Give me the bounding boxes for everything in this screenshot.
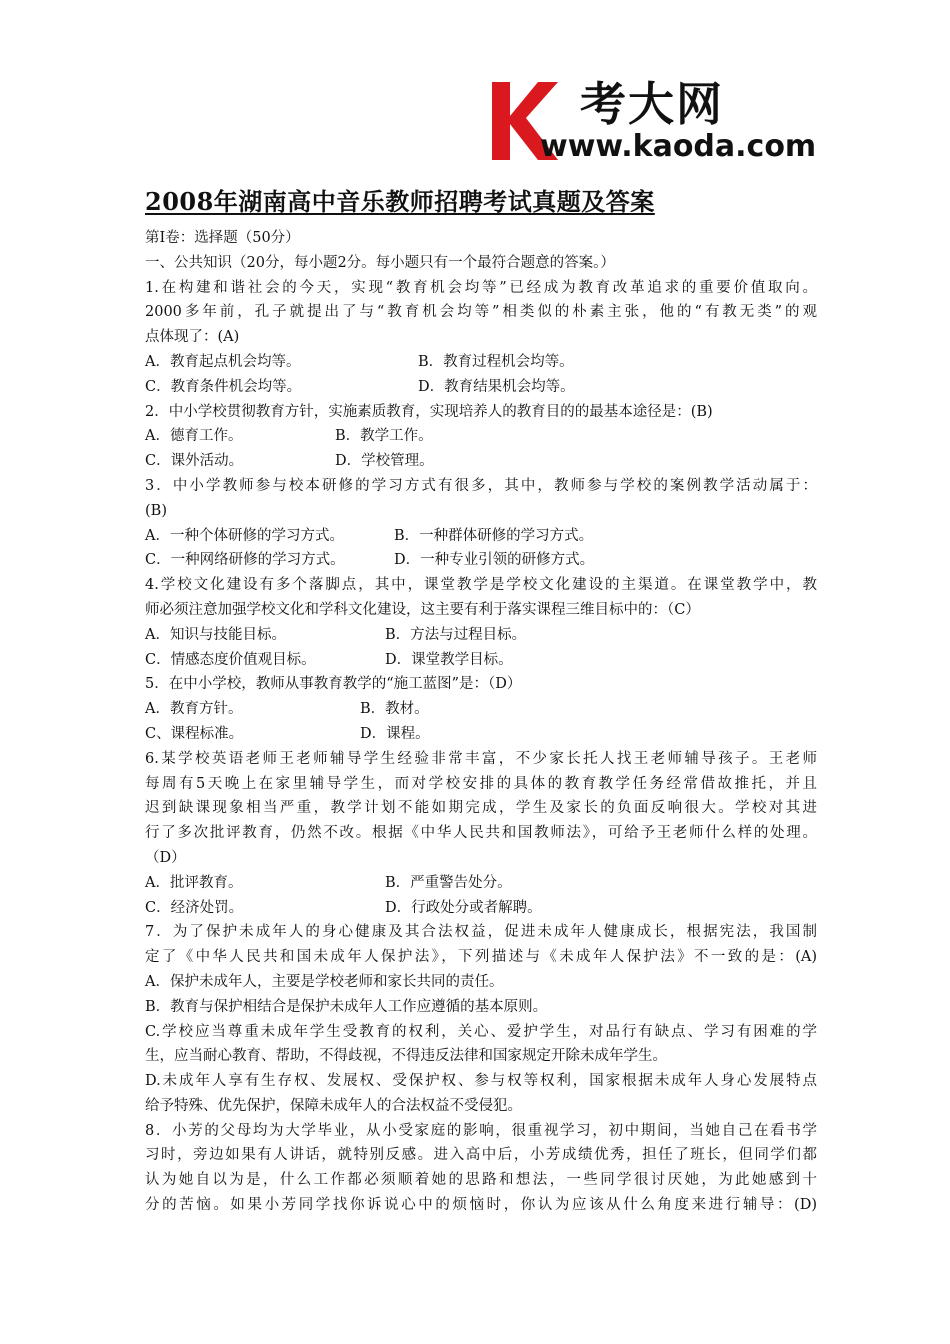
kaoda-logo	[488, 78, 818, 166]
option-b: B．教育过程机会均等。	[418, 353, 574, 370]
question-8-line-1: 8．小芳的父母均为大学毕业，从小受家庭的影响，很重视学习，初中期间，当她自己在看书学	[145, 1122, 817, 1139]
question-2-options-ab	[145, 424, 817, 449]
question-7-option-c-line-2: 生，应当耐心教育、帮助，不得歧视，不得违反法律和国家规定开除未成年学生。	[145, 1048, 667, 1065]
question-3-options-cd	[145, 548, 817, 573]
question-4-line-1: 4.学校文化建设有多个落脚点，其中，课堂教学是学校文化建设的主渠道。在课堂教学中，教	[145, 577, 817, 594]
option-b: B．方法与过程目标。	[385, 626, 527, 643]
question-3-line-1: 3．中小学教师参与校本研修的学习方式有很多，其中，教师参与学校的案例教学活动属于：	[145, 477, 817, 494]
question-8-line-2: 习时，旁边如果有人讲话，就特别反感。进入高中后，小芳成绩优秀，担任了班长，但同学们都	[145, 1147, 817, 1164]
option-b: B．教学工作。	[335, 428, 433, 445]
question-7-line-2: 定了《中华人民共和国未成年人保护法》，下列描述与《未成年人保护法》不一致的是：(A)	[145, 949, 817, 966]
option-a: A．批评教育。	[145, 874, 243, 891]
logo-url-text: www.kaoda.com	[540, 129, 817, 164]
question-4-options-ab	[145, 623, 817, 648]
question-1-line-1: 1.在构建和谐社会的今天，实现“教育机会均等”已经成为教育改革追求的重要价值取向。	[145, 279, 817, 296]
question-6-line-1: 6.某学校英语老师王老师辅导学生经验非常丰富，不少家长托人找王老师辅导孩子。王老师	[145, 750, 817, 767]
option-d: D．行政处分或者解聘。	[385, 899, 542, 916]
question-7-option-c-line-1: C.学校应当尊重未成年学生受教育的权利，关心、爱护学生，对品行有缺点、学习有困难的学	[145, 1023, 817, 1040]
question-4-options-cd	[145, 648, 817, 673]
question-5: 5．在中小学校，教师从事教育教学的“施工蓝图”是：（D）	[145, 676, 522, 693]
question-6-line-2: 每周有5天晚上在家里辅导学生，而对学校安排的具体的教育教学任务经常借故推托，并且	[145, 775, 817, 792]
option-d: D．课程。	[360, 725, 430, 742]
question-6-options-cd	[145, 896, 817, 921]
page-title: 2008年湖南高中音乐教师招聘考试真题及答案	[145, 187, 655, 216]
question-5-options-ab	[145, 697, 817, 722]
option-c: C．课外活动。	[145, 453, 244, 470]
document-body	[145, 226, 817, 1218]
question-5-options-cd	[145, 722, 817, 747]
option-a: A．德育工作。	[145, 428, 243, 445]
option-a: A．知识与技能目标。	[145, 626, 286, 643]
option-d: D．教育结果机会均等。	[418, 378, 575, 395]
question-7-option-d-line-1: D.未成年人享有生存权、发展权、受保护权、参与权等权利，国家根据未成年人身心发展特点	[145, 1073, 817, 1090]
question-2-options-cd	[145, 449, 817, 474]
option-b: B．教材。	[360, 701, 429, 718]
option-c: C．情感态度价值观目标。	[145, 651, 316, 668]
question-1-line-2: 2000多年前，孔子就提出了与“教育机会均等”相类似的朴素主张，他的“有教无类”的观	[145, 304, 817, 321]
question-6-options-ab	[145, 871, 817, 896]
option-b: B．一种群体研修的学习方式。	[394, 527, 594, 544]
option-b: B．严重警告处分。	[385, 874, 512, 891]
question-8-line-3: 认为她自以为是，什么工作都必须顺着她的思路和想法，一些同学很讨厌她，为此她感到十	[145, 1172, 817, 1189]
option-d: D．学校管理。	[335, 453, 434, 470]
option-c: C、课程标准。	[145, 725, 244, 742]
question-6-line-5: （D）	[145, 849, 186, 866]
option-c: C．教育条件机会均等。	[145, 378, 302, 395]
question-1-options-ab	[145, 350, 817, 375]
question-7-option-d-line-2: 给予特殊、优先保护，保障未成年人的合法权益不受侵犯。	[145, 1097, 522, 1114]
question-7-option-b: B．教育与保护相结合是保护未成年人工作应遵循的基本原则。	[145, 998, 548, 1015]
question-8-line-4: 分的苦恼。如果小芳同学找你诉说心中的烦恼时，你认为应该从什么角度来进行辅导：(D)	[145, 1197, 817, 1214]
section-instructions: 一、公共知识（20分，每小题2分。每小题只有一个最符合题意的答案。）	[145, 254, 615, 271]
option-a: A．教育方针。	[145, 701, 243, 718]
option-a: A．教育起点机会均等。	[145, 353, 301, 370]
option-d: D．课堂教学目标。	[385, 651, 513, 668]
question-6-line-4: 行了多次批评教育，仍然不改。根据《中华人民共和国教师法》，可给予王老师什么样的处理。	[145, 825, 817, 842]
question-1-line-3: 点体现了：(A)	[145, 329, 240, 346]
question-6-line-3: 迟到缺课现象相当严重，教学计划不能如期完成，学生及家长的负面反响很大。学校对其进	[145, 800, 817, 817]
question-4-line-2: 师必须注意加强学校文化和学科文化建设，这主要有利于落实课程三维目标中的：（C）	[145, 601, 700, 618]
question-3-line-2: (B)	[145, 502, 167, 519]
question-2: 2．中小学校贯彻教育方针，实施素质教育，实现培养人的教育目的的最基本途径是：(B)	[145, 403, 713, 420]
option-a: A．一种个体研修的学习方式。	[145, 527, 344, 544]
option-d: D．一种专业引领的研修方式。	[394, 552, 595, 569]
question-1-options-cd	[145, 375, 817, 400]
option-c: C．经济处罚。	[145, 899, 244, 916]
question-3-options-ab	[145, 524, 817, 549]
question-7-line-1: 7．为了保护未成年人的身心健康及其合法权益，促进未成年人健康成长，根据宪法，我国制	[145, 924, 817, 941]
section-heading: 第Ⅰ卷：选择题（50分）	[145, 230, 300, 246]
question-7-option-a: A．保护未成年人，主要是学校老师和家长共同的责任。	[145, 973, 504, 990]
logo-chinese-text: 考大网	[580, 77, 724, 131]
option-c: C．一种网络研修的学习方式。	[145, 552, 345, 569]
